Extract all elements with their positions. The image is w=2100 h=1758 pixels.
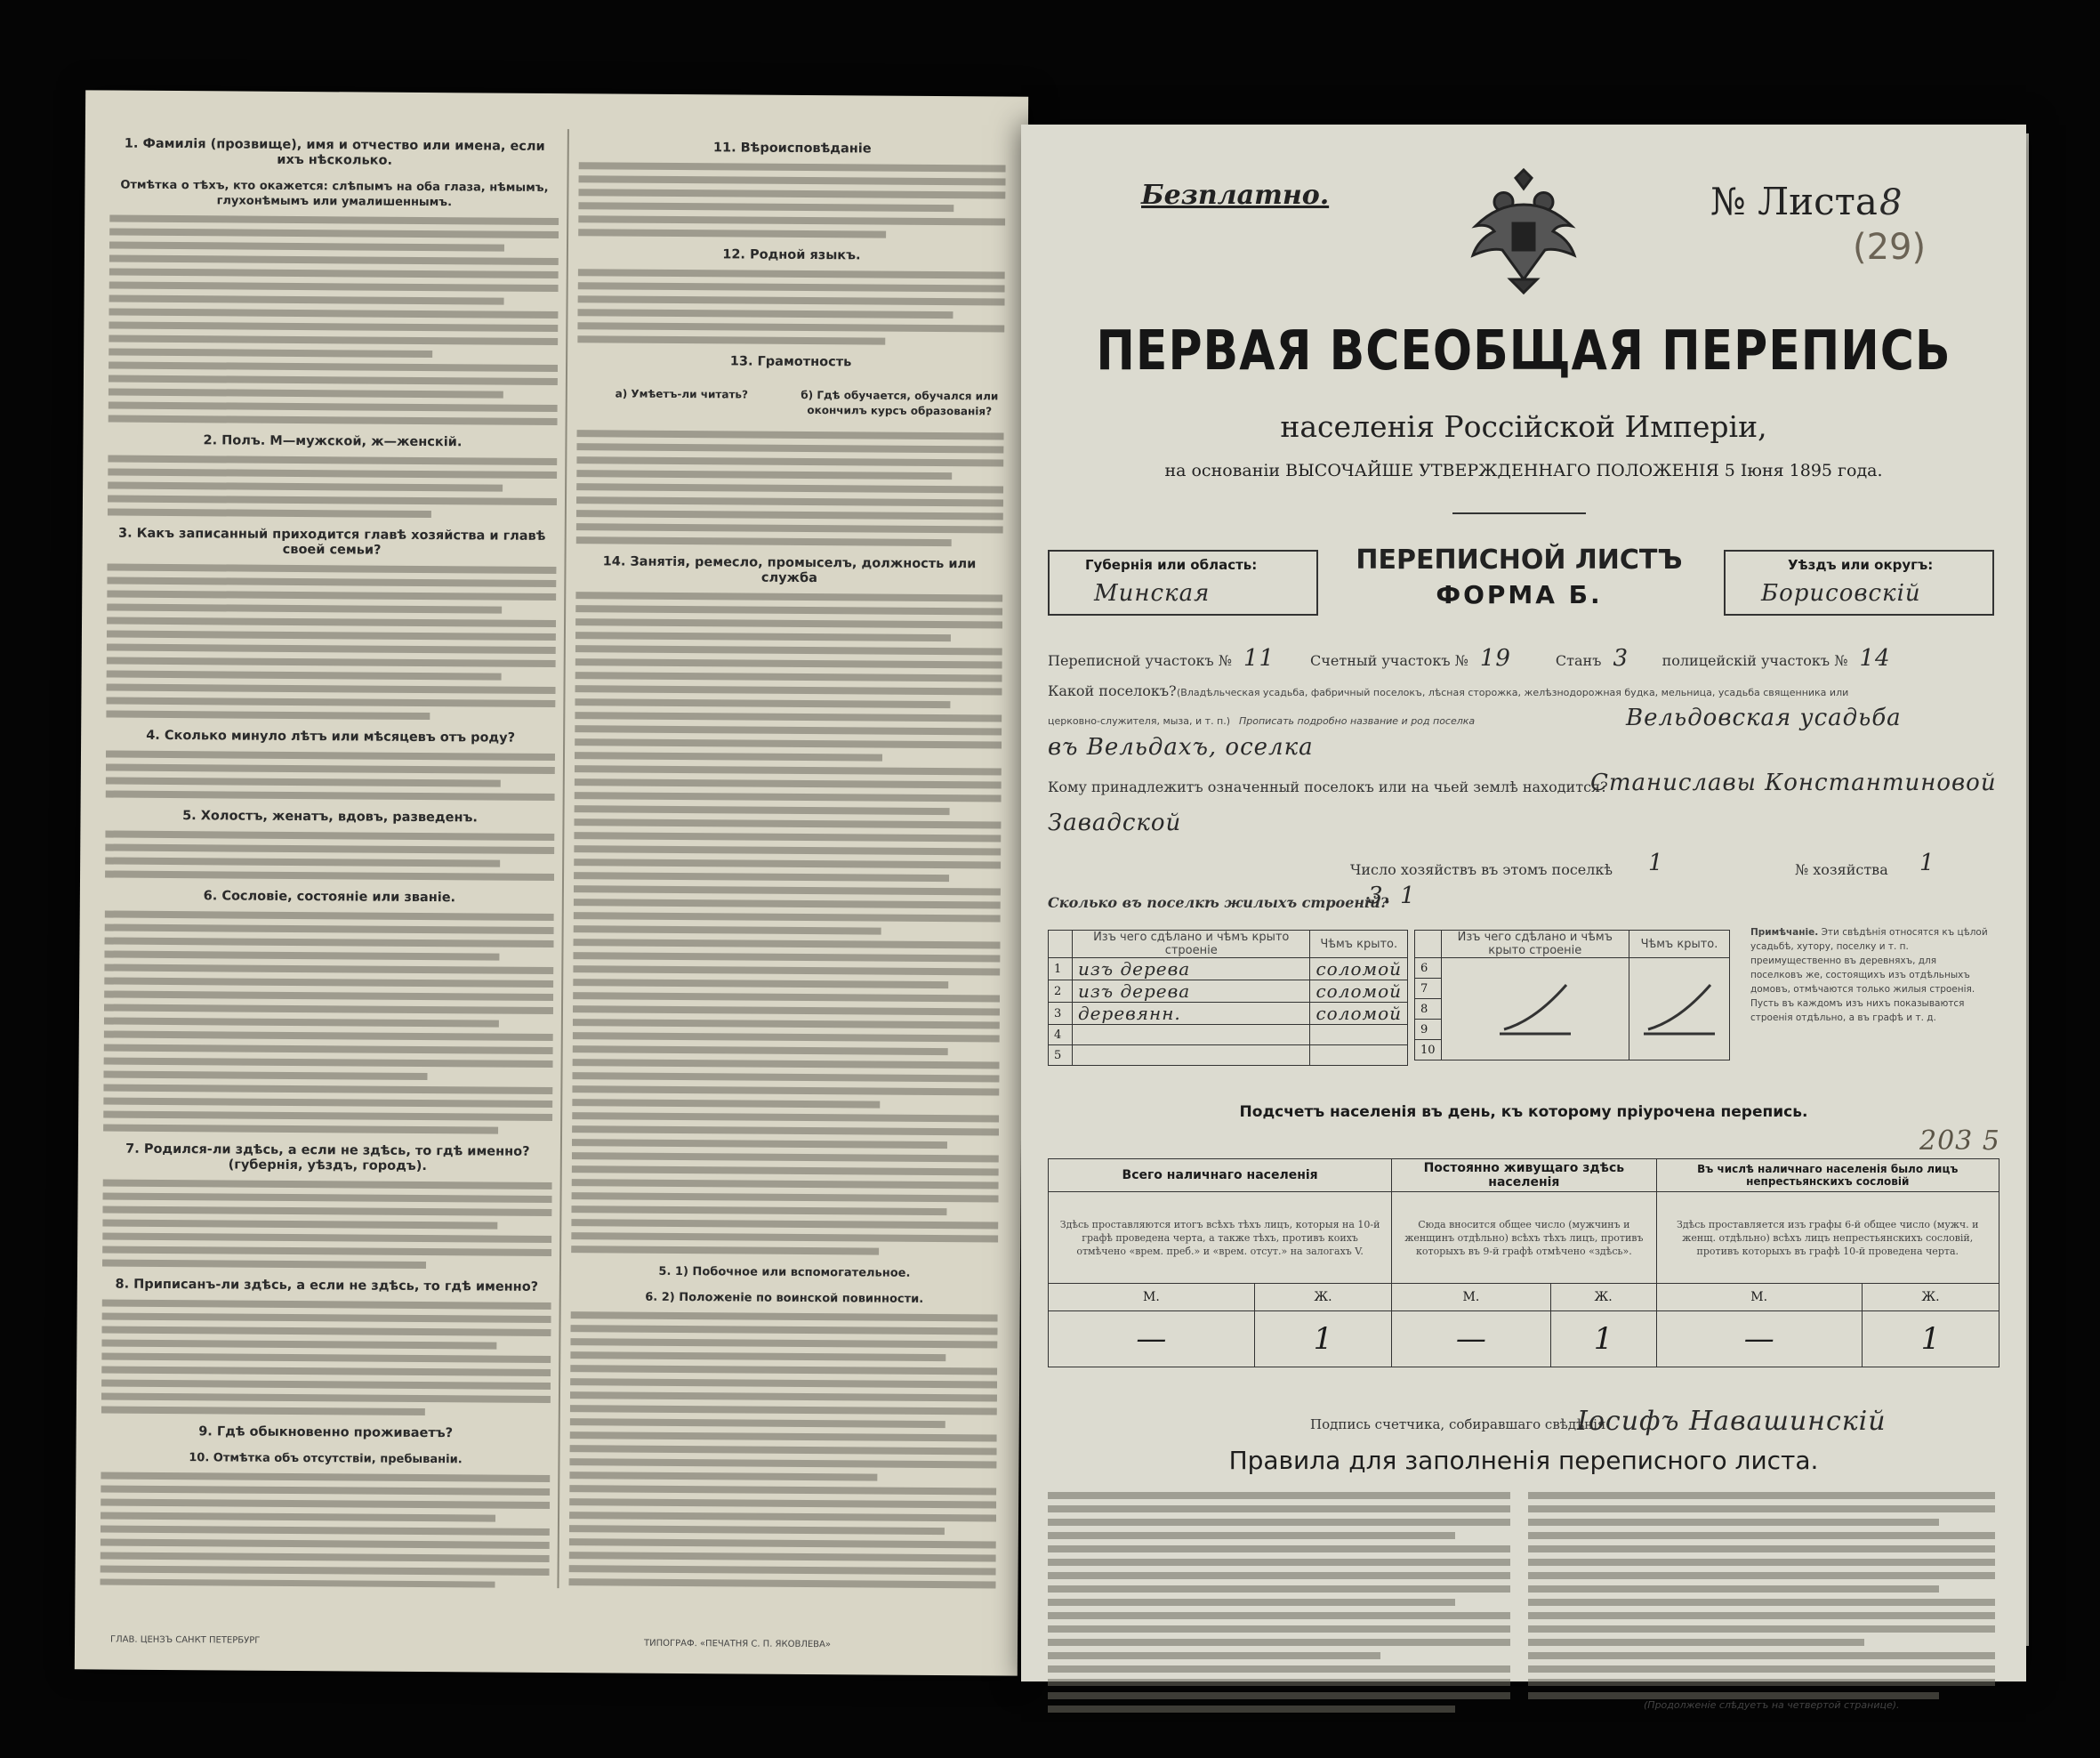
buildings-label: Сколько въ поселкѣ жилыхъ строеній?	[1048, 894, 1389, 911]
uezd-box	[1724, 550, 1994, 616]
pop-col-nonpeasant-desc: Здѣсь проставляется изъ графы 6-й общее число (мужч. и женщ. отдѣльно) всѣхъ лицъ непрестьянскихъ сословій, противъ которыхъ въ графѣ 10-й проведена черта.	[1656, 1192, 1999, 1284]
table-row: 5	[1049, 1045, 1408, 1066]
female-label: Ж.	[1862, 1284, 1999, 1311]
counting-district-label: Счетный участокъ №	[1310, 652, 1468, 669]
pop-permanent-female: 1	[1550, 1311, 1656, 1367]
pop-permanent-male: —	[1392, 1311, 1550, 1367]
literacy-subheadings	[577, 375, 1004, 426]
table-row: 7	[1415, 979, 1730, 999]
table-row: 1 изъ дерева соломой	[1049, 958, 1408, 980]
stan-label: Станъ	[1555, 652, 1602, 669]
guberniya-label: Губернія или область:	[1085, 557, 1258, 573]
instruction-heading: 1. Фамилія (прозвище), имя и отчество или имена, если ихъ нѣсколько.	[124, 136, 545, 168]
pop-col-permanent-title: Постоянно живущаго здѣсь населенія	[1392, 1159, 1656, 1192]
guberniya-value: Минская	[1094, 580, 1211, 607]
table-row: 8	[1415, 999, 1730, 1020]
instructions-column-2	[568, 129, 1005, 1591]
pop-nonpeasant-male: —	[1656, 1311, 1862, 1367]
instruction-heading: 12. Родной языкъ.	[722, 247, 861, 263]
buildings-col-roof: Чѣмъ крыто.	[1629, 931, 1730, 958]
buildings-value: 3. 1	[1368, 883, 1416, 909]
settlement-label: Какой поселокъ?	[1048, 682, 1177, 699]
police-district-value: 14	[1859, 645, 1891, 672]
table-row: 6	[1415, 958, 1730, 979]
male-label: М.	[1049, 1284, 1255, 1311]
instruction-heading: а) Умѣетъ-ли читать?	[615, 387, 749, 401]
settlement-note-2: церковно-служителя, мыза, и т. п.)	[1048, 715, 1231, 727]
households-value: 1	[1648, 850, 1664, 876]
pop-col-permanent-desc: Сюда вносится общее число (мужчинъ и женщинъ отдѣльно) всѣхъ тѣхъ лицъ, противъ которыхъ въ 9-й графѣ отмѣчено «здѣсь».	[1392, 1192, 1656, 1284]
pencil-archive-mark: (29)	[1853, 227, 1927, 268]
rules-title: Правила для заполненія переписного листа.	[1228, 1446, 1819, 1475]
instruction-heading: 10. Отмѣтка объ отсутствіи, пребываніи.	[189, 1451, 463, 1467]
population-table	[1048, 1158, 1999, 1367]
table-row: 9	[1415, 1020, 1730, 1040]
instruction-heading: б) Гдѣ обучается, обучался или окончилъ курсъ образованія?	[801, 388, 999, 418]
pencil-count-mark: 203 5	[1919, 1125, 2000, 1157]
pop-col-total-desc: Здѣсь проставляются итогъ всѣхъ тѣхъ лицъ, которыя на 10-й графѣ проведена черта, а также тѣхъ, противъ коихъ отмѣчено «врем. преб.» и «врем. отсут.» на залогахъ V.	[1049, 1192, 1392, 1284]
pop-col-total-title: Всего наличнаго населенія	[1049, 1159, 1392, 1192]
dash-mark-icon	[1635, 967, 1724, 1047]
printer-footer: ГЛАВ. ЦЕНЗЪ САНКТ ПЕТЕРБУРГ	[110, 1634, 261, 1646]
instruction-heading: 3. Какъ записанный приходится главѣ хозяйства и главѣ своей семьи?	[117, 526, 546, 558]
page-subtitle: населенія Россійской Имперіи,	[1280, 409, 1767, 444]
male-label: М.	[1392, 1284, 1550, 1311]
double-headed-eagle-icon	[1457, 165, 1590, 298]
divider	[1452, 512, 1586, 514]
buildings-note	[1750, 925, 1991, 1025]
district-line	[1048, 645, 1999, 672]
guberniya-box	[1048, 550, 1318, 616]
census-district-label: Переписной участокъ №	[1048, 652, 1232, 669]
instruction-heading: 5. 1) Побочное или вспомогательное.	[658, 1264, 911, 1280]
page-subtitle-decree: на основаніи ВЫСОЧАЙШЕ УТВЕРЖДЕННАГО ПОЛОЖЕНІЯ 5 Іюня 1895 года.	[1164, 461, 1883, 480]
pop-total-male: —	[1049, 1311, 1255, 1367]
rules-footer: (Продолженіе слѣдуетъ на четвертой странице).	[1644, 1699, 1900, 1711]
dash-mark-icon	[1491, 967, 1580, 1047]
instruction-heading: 4. Сколько минуло лѣтъ или мѣсяцевъ отъ роду?	[146, 728, 516, 746]
note-title: Примѣчаніе.	[1750, 927, 1819, 938]
rules-column-2	[1528, 1486, 1995, 1717]
instruction-heading: 11. Вѣроисповѣданіе	[712, 141, 872, 157]
table-row: 3 деревянн. соломой	[1049, 1003, 1408, 1025]
signature-value: Іосифъ Навашинскій	[1577, 1406, 1887, 1437]
owner-label: Кому принадлежитъ означенный поселокъ или на чьей землѣ находится?	[1048, 778, 1608, 795]
buildings-col-material: Изъ чего сдѣлано и чѣмъ крыто строеніе	[1073, 931, 1310, 958]
note-text: Эти свѣдѣнія относятся къ цѣлой усадьбѣ, хутору, поселку и т. п. преимущественно въ деревняхъ, для поселковъ же, состоящихъ изъ отдѣльныхъ домовъ, отмѣчаются только жилыя строенія. Пусть въ каждомъ изъ нихъ показываются строенія отдѣльно, а въ графѣ и т. д.	[1750, 927, 1988, 1023]
pop-col-nonpeasant-title: Въ числѣ наличнаго населенія было лицъ непрестьянскихъ сословій	[1656, 1159, 1999, 1192]
instructions-column-1	[100, 126, 559, 1588]
signature-label: Подпись счетчика, собиравшаго свѣдѣнія	[1310, 1416, 1606, 1432]
free-label: Безплатно.	[1141, 180, 1330, 211]
instruction-heading: 5. Холостъ, женатъ, вдовъ, разведенъ.	[182, 809, 478, 826]
table-row: 4	[1049, 1025, 1408, 1045]
female-label: Ж.	[1550, 1284, 1656, 1311]
settlement-value: Вельдовская усадьба	[1626, 705, 1902, 731]
instruction-heading: 7. Родился-ли здѣсь, а если не здѣсь, то гдѣ именно? (губернія, уѣздъ, городъ).	[125, 1141, 530, 1174]
instruction-heading: Отмѣтка о тѣхъ, кто окажется: слѣпымъ на оба глаза, нѣмымъ, глухонѣмымъ или умалишеннымъ.	[120, 178, 549, 210]
counting-district-value: 19	[1479, 645, 1511, 672]
census-form-page	[1021, 125, 2026, 1711]
instruction-heading: 6. 2) Положеніе по воинской повинности.	[645, 1290, 924, 1306]
instruction-heading: 13. Грамотность	[729, 354, 852, 370]
form-letter: ФОРМА Б.	[1436, 580, 1603, 609]
instruction-heading: 8. Приписанъ-ли здѣсь, а если не здѣсь, то гдѣ именно?	[115, 1277, 539, 1294]
instruction-heading: 2. Полъ. М—мужской, ж—женскій.	[203, 433, 463, 450]
stan-value: 3	[1613, 645, 1629, 672]
instructions-page	[75, 90, 1028, 1675]
household-number-value: 1	[1919, 850, 1935, 876]
table-row: 2 изъ дерева соломой	[1049, 980, 1408, 1003]
police-district-label: полицейскій участокъ №	[1661, 652, 1848, 669]
buildings-table-right	[1414, 930, 1730, 1060]
buildings-col-material: Изъ чего сдѣлано и чѣмъ крыто строеніе	[1441, 931, 1629, 958]
household-number-label: № хозяйства	[1795, 861, 1888, 878]
households-label: Число хозяйствъ въ этомъ поселкѣ	[1350, 861, 1613, 878]
uezd-value: Борисовскій	[1761, 580, 1921, 607]
population-heading: Подсчетъ населенія въ день, къ которому пріурочена перепись.	[1239, 1103, 1808, 1121]
settlement-note-3: Прописать подробно название и род поселка	[1239, 715, 1476, 727]
sheet-number-value: 8	[1879, 182, 1903, 223]
buildings-table-left	[1048, 930, 1408, 1066]
male-label: М.	[1656, 1284, 1862, 1311]
instruction-heading: 9. Гдѣ обыкновенно проживаетъ?	[198, 1424, 454, 1441]
instruction-heading: 14. Занятія, ремесло, промыселъ, должность или служба	[602, 554, 977, 586]
owner-value: Станиславы Константиновой	[1590, 770, 1997, 796]
buildings-col-roof: Чѣмъ крыто.	[1310, 931, 1408, 958]
census-district-value: 11	[1243, 645, 1275, 672]
settlement-note: (Владѣльческая усадьба, фабричный поселокъ, лѣсная сторожка, желѣзнодорожная будка, мельница, усадьба священника или	[1177, 687, 1849, 698]
pop-total-female: 1	[1254, 1311, 1391, 1367]
printer-footer: ТИПОГРАФ. «ПЕЧАТНЯ С. П. ЯКОВЛЕВА»	[643, 1638, 832, 1650]
uezd-label: Уѣздъ или округъ:	[1788, 557, 1934, 573]
column-divider	[557, 129, 568, 1588]
settlement-value-2: въ Вельдахъ, оселка	[1048, 734, 1314, 761]
form-title: ПЕРЕПИСНОЙ ЛИСТЪ	[1356, 544, 1683, 576]
page-title: ПЕРВАЯ ВСЕОБЩАЯ ПЕРЕПИСЬ	[1096, 319, 1951, 383]
pop-nonpeasant-female: 1	[1862, 1311, 1999, 1367]
instruction-heading: 6. Сословіе, состояніе или званіе.	[203, 889, 456, 906]
owner-value-2: Завадской	[1048, 810, 1182, 836]
female-label: Ж.	[1254, 1284, 1391, 1311]
rules-column-1	[1048, 1486, 1510, 1717]
table-row: 10	[1415, 1040, 1730, 1060]
sheet-number-label: № Листа	[1710, 180, 1878, 223]
